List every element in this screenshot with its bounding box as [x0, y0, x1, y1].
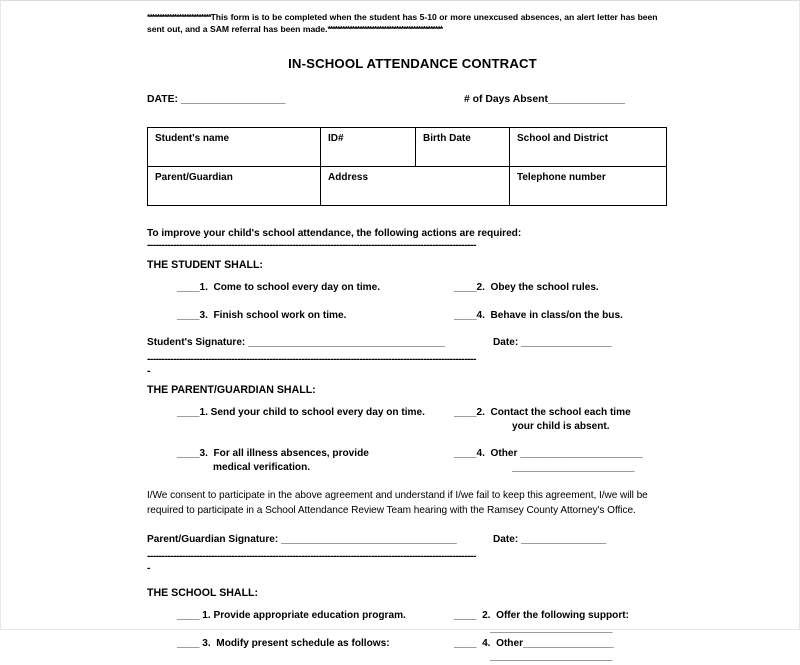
school-item-1[interactable]: ____ 1. Provide appropriate education program.: [177, 610, 406, 622]
parent-date-field[interactable]: [493, 534, 606, 545]
parent-items: [147, 406, 672, 475]
student-item-4[interactable]: ____4. Behave in class/on the bus.: [454, 310, 623, 322]
student-signature-label: Student's Signature:: [147, 337, 249, 349]
school-item-4[interactable]: ____ 4. Other_________________ _______________________: [454, 638, 614, 663]
student-item-1[interactable]: ____1. Come to school every day on time.: [177, 282, 381, 294]
parent-item-1[interactable]: ____1. Send your child to school every day on time.: [177, 407, 425, 419]
parent-item-4-blank-2: _______________________: [512, 461, 635, 473]
cell-id[interactable]: ID#: [321, 128, 416, 167]
student-signature-row: [147, 337, 672, 353]
header-note-text: This form is to be completed when the student has 5-10 or more unexcused absences, an alert letter has been sent out, and a SAM referral has been made.: [147, 12, 658, 35]
form-sheet: [147, 11, 672, 665]
section-heading-parent: THE PARENT/GUARDIAN SHALL:: [147, 384, 316, 397]
student-item-2[interactable]: ____2. Obey the school rules.: [454, 282, 599, 294]
date-blank: ___________________: [180, 94, 285, 106]
list-item: [147, 637, 672, 663]
school-items: [147, 609, 672, 663]
student-date-field[interactable]: [493, 337, 611, 348]
cell-school-district[interactable]: School and District: [510, 128, 667, 167]
parent-signature-field[interactable]: [147, 534, 456, 545]
days-absent-blank: ______________: [547, 94, 625, 106]
section-heading-school: THE SCHOOL SHALL:: [147, 587, 259, 600]
school-item-2[interactable]: ____ 2. Offer the following support: _______________________: [454, 610, 629, 635]
parent-date-blank: ________________: [521, 534, 607, 546]
parent-item-3[interactable]: ____3. For all illness absences, provide medical verification.: [177, 448, 369, 473]
header-note: [147, 11, 672, 35]
student-date-label: Date:: [493, 337, 522, 349]
student-item-3[interactable]: ____3. Finish school work on time.: [177, 310, 347, 322]
student-signature-field[interactable]: [147, 337, 445, 348]
page-title: IN-SCHOOL ATTENDANCE CONTRACT: [288, 56, 537, 72]
parent-item-2[interactable]: ____2. Contact the school each time your child is absent.: [454, 407, 631, 432]
days-absent-field[interactable]: [464, 94, 625, 105]
parent-signature-label: Parent/Guardian Signature:: [147, 534, 282, 546]
student-info-table: [147, 127, 667, 206]
cell-address[interactable]: Address: [321, 167, 510, 206]
parent-signature-blank: _________________________________: [281, 534, 457, 546]
days-absent-label: # of Days Absent: [464, 94, 548, 106]
student-signature-blank: _____________________________________: [248, 337, 445, 349]
list-item: [147, 281, 672, 296]
school-item-4-blank-2: _______________________: [490, 651, 613, 663]
student-date-blank: _________________: [521, 337, 612, 349]
list-item: [147, 406, 672, 434]
list-item: [147, 447, 672, 475]
table-row: [148, 128, 667, 167]
parent-item-4-blank: _______________________: [520, 448, 643, 460]
divider-1: -----------------------------------------------------------------------------------------------------------------: [147, 241, 476, 252]
cell-parent-guardian[interactable]: Parent/Guardian: [148, 167, 321, 206]
cell-birth-date[interactable]: Birth Date: [416, 128, 510, 167]
divider-3: ----------------------------------------------------------------------------------------------------------------- -: [147, 552, 476, 575]
cell-student-name[interactable]: Student's name: [148, 128, 321, 167]
parent-item-3-cont: medical verification.: [213, 461, 311, 473]
cell-telephone[interactable]: Telephone number: [510, 167, 667, 206]
divider-2: ----------------------------------------------------------------------------------------------------------------- -: [147, 355, 476, 378]
school-item-3[interactable]: ____ 3. Modify present schedule as follows:: [177, 638, 390, 650]
parent-item-4[interactable]: ____4. Other _______________________ _______________________: [454, 448, 643, 473]
list-item: [147, 609, 672, 635]
parent-signature-row: [147, 534, 672, 550]
consent-paragraph: I/We consent to participate in the above agreement and understand if I/we fail to keep this agreement, I/we will be required to participate in a School Attendance Review Team hearing with the Ramsey County Attorney's Office.: [147, 490, 648, 516]
stars-left: **************************: [147, 12, 211, 22]
school-item-4-blank: _________________: [523, 638, 614, 650]
section-heading-student: THE STUDENT SHALL:: [147, 259, 263, 272]
date-field[interactable]: [147, 94, 285, 105]
student-items: [147, 281, 672, 324]
list-item: [147, 309, 672, 324]
school-item-2-blank: _______________________: [490, 623, 613, 635]
table-row: [148, 167, 667, 206]
date-row: [147, 94, 672, 110]
date-label: DATE:: [147, 94, 181, 106]
parent-date-label: Date:: [493, 534, 522, 546]
parent-item-2-cont: your child is absent.: [512, 420, 610, 432]
intro-text: To improve your child's school attendance, the following actions are required:: [147, 228, 522, 240]
stars-right: ***********************************************: [327, 24, 443, 35]
